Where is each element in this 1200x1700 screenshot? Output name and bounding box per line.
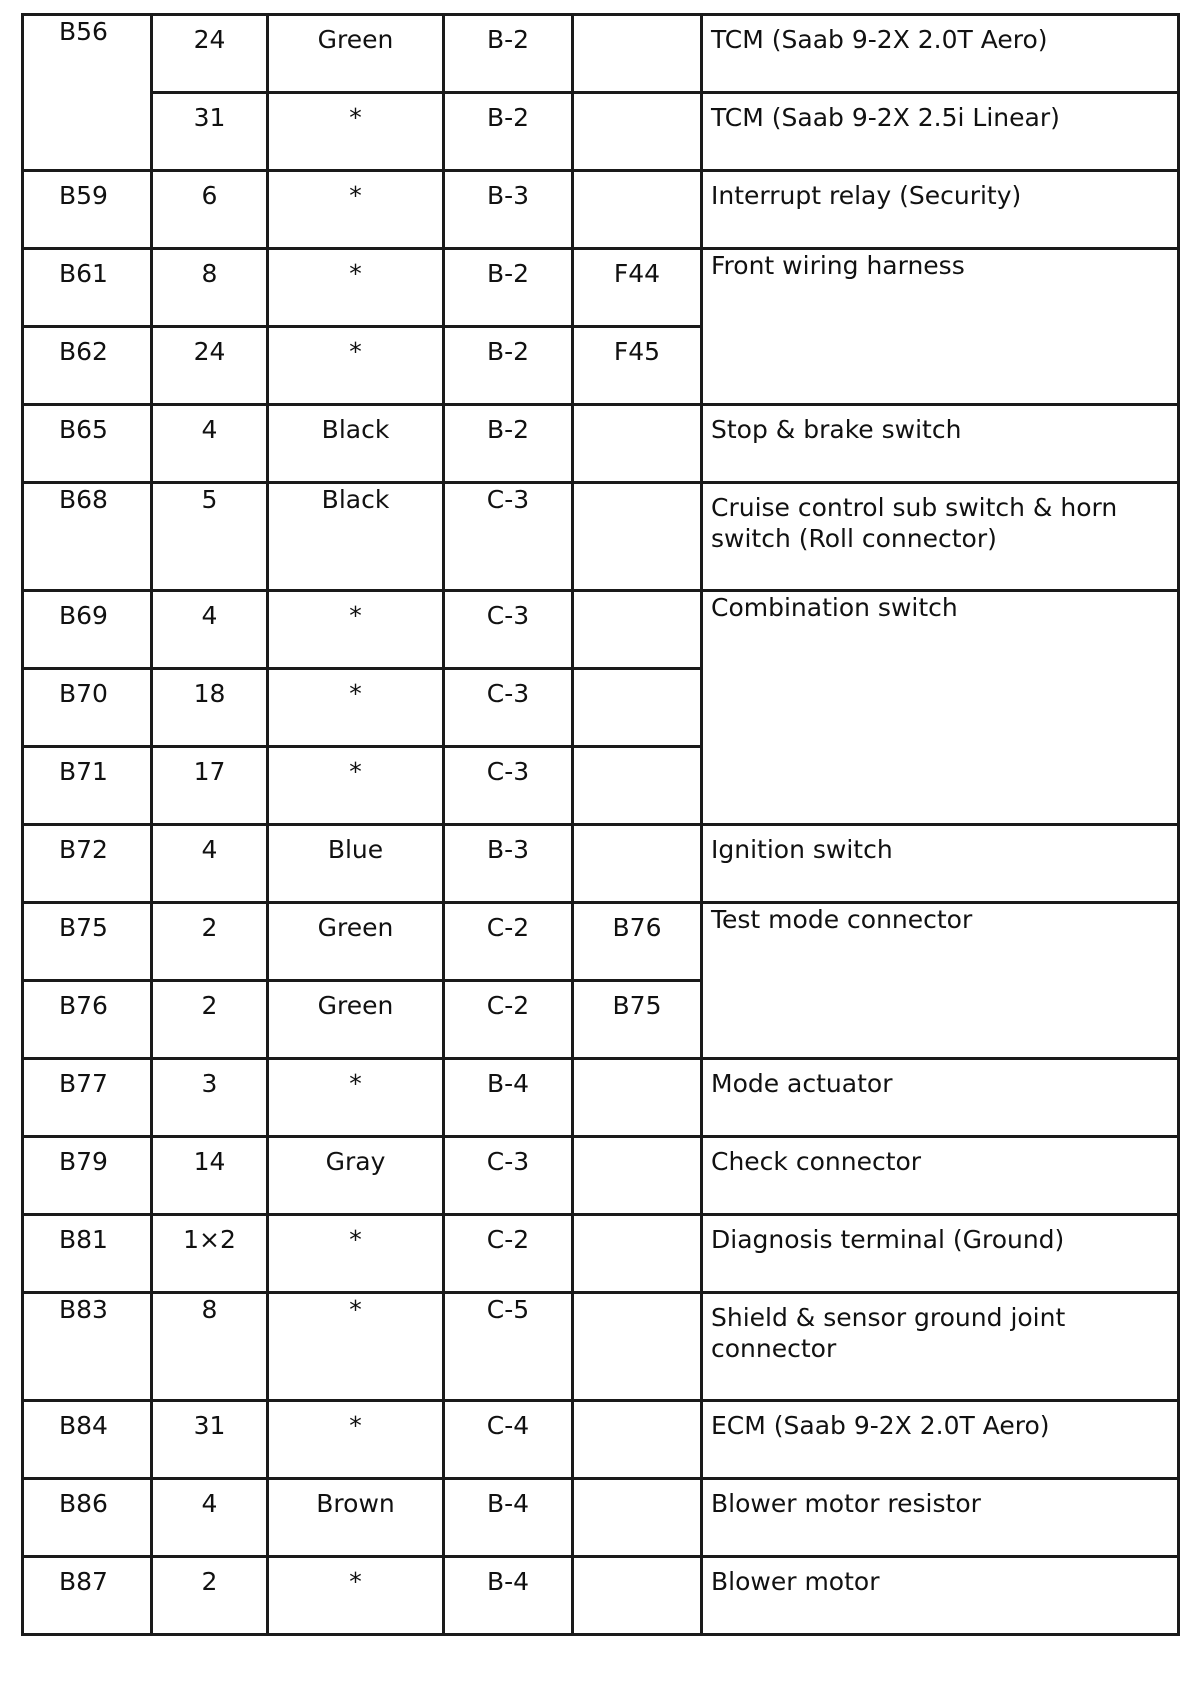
mating-cell (573, 591, 702, 669)
description: Interrupt relay (Security) (711, 181, 1022, 210)
connector-color: Blue (327, 835, 384, 864)
mating-connector: B76 (612, 913, 662, 942)
connector-cell (23, 1479, 152, 1557)
pin-count-cell (152, 1215, 268, 1293)
area-cell (444, 591, 573, 669)
color-cell (268, 1557, 444, 1635)
mating-connector (574, 1060, 700, 1068)
description: Cruise control sub switch & horn switch (Roll connector) (711, 493, 1118, 554)
color-cell (268, 981, 444, 1059)
mating-cell (573, 327, 702, 405)
connector-code: B68 (59, 485, 108, 514)
color-cell (268, 15, 444, 93)
mating-cell (573, 669, 702, 747)
pin-count: 4 (201, 835, 218, 864)
area-cell (444, 1293, 573, 1401)
connector-cell (23, 1293, 152, 1401)
mating-cell (573, 1557, 702, 1635)
pin-count-cell (152, 15, 268, 93)
connector-code: B86 (59, 1489, 108, 1518)
description: TCM (Saab 9-2X 2.0T Aero) (711, 25, 1048, 54)
area-ref: C-2 (486, 913, 530, 942)
mating-connector (574, 1138, 700, 1146)
description: Stop & brake switch (711, 415, 962, 444)
connector-code: B70 (59, 679, 108, 708)
description: ECM (Saab 9-2X 2.0T Aero) (711, 1411, 1050, 1440)
area-ref: B-3 (486, 181, 530, 210)
description-cell (702, 1401, 1179, 1479)
connector-color: Black (321, 485, 390, 514)
description-cell (702, 1293, 1179, 1401)
mating-cell (573, 249, 702, 327)
connector-table (21, 13, 1180, 1636)
pin-count: 18 (193, 679, 226, 708)
connector-color: Brown (316, 1489, 395, 1518)
table-row (23, 171, 1179, 249)
pin-count: 1×2 (183, 1225, 236, 1254)
connector-cell (23, 327, 152, 405)
pin-count: 31 (193, 1411, 226, 1440)
description: Shield & sensor ground joint connector (711, 1303, 1066, 1364)
table-row (23, 93, 1179, 171)
connector-cell (23, 171, 152, 249)
description: Combination switch (711, 593, 958, 622)
connector-color: * (349, 1225, 362, 1254)
connector-code: B65 (59, 415, 108, 444)
mating-cell (573, 1479, 702, 1557)
mating-cell (573, 825, 702, 903)
pin-count-cell (152, 249, 268, 327)
connector-code: B81 (59, 1225, 108, 1254)
pin-count-cell (152, 1479, 268, 1557)
description: Blower motor resistor (711, 1489, 981, 1518)
pin-count: 2 (201, 991, 218, 1020)
pin-count-cell (152, 903, 268, 981)
area-ref: B-2 (486, 103, 530, 132)
pin-count-cell (152, 327, 268, 405)
area-cell (444, 1557, 573, 1635)
pin-count: 4 (201, 1489, 218, 1518)
connector-cell (23, 1137, 152, 1215)
pin-count: 6 (201, 181, 218, 210)
connector-code: B77 (59, 1069, 108, 1098)
pin-count-cell (152, 669, 268, 747)
description-cell (702, 249, 1179, 405)
area-ref: B-2 (486, 259, 530, 288)
pin-count-cell (152, 405, 268, 483)
mating-cell (573, 747, 702, 825)
connector-code: B76 (59, 991, 108, 1020)
pin-count-cell (152, 1059, 268, 1137)
mating-cell (573, 171, 702, 249)
connector-cell (23, 981, 152, 1059)
description-cell (702, 825, 1179, 903)
mating-connector (574, 94, 700, 102)
table-row (23, 1401, 1179, 1479)
description-cell (702, 1137, 1179, 1215)
description-cell (702, 1215, 1179, 1293)
area-ref: C-5 (486, 1295, 530, 1324)
mating-connector (574, 1402, 700, 1410)
mating-cell (573, 1215, 702, 1293)
description-cell (702, 483, 1179, 591)
color-cell (268, 405, 444, 483)
connector-code: B56 (59, 17, 108, 46)
table-row (23, 483, 1179, 591)
mating-cell (573, 1059, 702, 1137)
pin-count: 5 (201, 485, 218, 514)
description-cell (702, 1059, 1179, 1137)
mating-cell (573, 1401, 702, 1479)
area-cell (444, 405, 573, 483)
description-cell (702, 1479, 1179, 1557)
area-cell (444, 483, 573, 591)
mating-connector (574, 592, 700, 600)
area-cell (444, 171, 573, 249)
table-row (23, 15, 1179, 93)
area-ref: C-3 (486, 757, 530, 786)
color-cell (268, 903, 444, 981)
color-cell (268, 825, 444, 903)
color-cell (268, 171, 444, 249)
connector-cell (23, 1557, 152, 1635)
description-cell (702, 591, 1179, 825)
connector-cell (23, 1215, 152, 1293)
color-cell (268, 327, 444, 405)
connector-code: B79 (59, 1147, 108, 1176)
description-cell (702, 1557, 1179, 1635)
description-cell (702, 15, 1179, 93)
connector-cell (23, 405, 152, 483)
area-cell (444, 15, 573, 93)
area-cell (444, 825, 573, 903)
pin-count-cell (152, 1401, 268, 1479)
area-ref: C-3 (486, 1147, 530, 1176)
area-cell (444, 1479, 573, 1557)
mating-connector (574, 172, 700, 180)
connector-code: B71 (59, 757, 108, 786)
area-cell (444, 1059, 573, 1137)
pin-count-cell (152, 747, 268, 825)
color-cell (268, 483, 444, 591)
area-ref: C-2 (486, 1225, 530, 1254)
table-row (23, 1293, 1179, 1401)
area-ref: B-4 (486, 1069, 530, 1098)
connector-code: B83 (59, 1295, 108, 1324)
mating-connector (574, 670, 700, 678)
area-ref: C-2 (486, 991, 530, 1020)
color-cell (268, 1479, 444, 1557)
area-cell (444, 93, 573, 171)
color-cell (268, 747, 444, 825)
connector-color: * (349, 1295, 362, 1324)
pin-count-cell (152, 1557, 268, 1635)
connector-color: * (349, 601, 362, 630)
connector-cell (23, 1059, 152, 1137)
mating-connector: F44 (613, 259, 661, 288)
color-cell (268, 669, 444, 747)
pin-count-cell (152, 171, 268, 249)
pin-count: 8 (201, 1295, 218, 1324)
color-cell (268, 249, 444, 327)
area-ref: B-2 (486, 25, 530, 54)
table-row (23, 903, 1179, 981)
pin-count: 2 (201, 1567, 218, 1596)
pin-count-cell (152, 591, 268, 669)
connector-cell (23, 747, 152, 825)
mating-connector (574, 406, 700, 414)
mating-cell (573, 981, 702, 1059)
connector-code: B62 (59, 337, 108, 366)
area-cell (444, 747, 573, 825)
description: Ignition switch (711, 835, 893, 864)
description-cell (702, 171, 1179, 249)
pin-count-cell (152, 1137, 268, 1215)
area-ref: B-2 (486, 337, 530, 366)
pin-count: 24 (193, 337, 226, 366)
connector-color: * (349, 679, 362, 708)
mating-connector (574, 748, 700, 756)
area-cell (444, 1401, 573, 1479)
mating-connector (574, 826, 700, 834)
connector-code: B59 (59, 181, 108, 210)
pin-count: 14 (193, 1147, 226, 1176)
mating-cell (573, 405, 702, 483)
table-row (23, 1059, 1179, 1137)
connector-code: B87 (59, 1567, 108, 1596)
area-ref: B-3 (486, 835, 530, 864)
description: Test mode connector (711, 905, 973, 934)
color-cell (268, 1401, 444, 1479)
mating-connector (574, 16, 700, 24)
area-cell (444, 1137, 573, 1215)
color-cell (268, 1215, 444, 1293)
table-row (23, 1137, 1179, 1215)
mating-cell (573, 15, 702, 93)
table-row (23, 591, 1179, 669)
connector-code: B84 (59, 1411, 108, 1440)
connector-color: * (349, 1567, 362, 1596)
description: TCM (Saab 9-2X 2.5i Linear) (711, 103, 1060, 132)
connector-code: B61 (59, 259, 108, 288)
pin-count-cell (152, 1293, 268, 1401)
color-cell (268, 1293, 444, 1401)
connector-cell (23, 483, 152, 591)
connector-color: Gray (325, 1147, 386, 1176)
area-ref: C-3 (486, 679, 530, 708)
description-cell (702, 93, 1179, 171)
connector-list-sheet (21, 13, 1180, 1636)
color-cell (268, 93, 444, 171)
pin-count: 2 (201, 913, 218, 942)
connector-color: * (349, 337, 362, 366)
pin-count: 3 (201, 1069, 218, 1098)
mating-cell (573, 483, 702, 591)
table-row (23, 1557, 1179, 1635)
connector-color: * (349, 1069, 362, 1098)
mating-cell (573, 93, 702, 171)
description: Check connector (711, 1147, 922, 1176)
connector-cell (23, 591, 152, 669)
connector-color: Green (317, 991, 394, 1020)
color-cell (268, 591, 444, 669)
area-cell (444, 981, 573, 1059)
connector-color: Black (321, 415, 390, 444)
area-ref: C-3 (486, 485, 530, 514)
area-ref: C-3 (486, 601, 530, 630)
mating-cell (573, 903, 702, 981)
table-row (23, 1479, 1179, 1557)
connector-code: B75 (59, 913, 108, 942)
connector-color: * (349, 259, 362, 288)
pin-count: 31 (193, 103, 226, 132)
mating-cell (573, 1137, 702, 1215)
description: Mode actuator (711, 1069, 893, 1098)
color-cell (268, 1137, 444, 1215)
mating-connector (574, 1558, 700, 1566)
connector-cell (23, 249, 152, 327)
table-row (23, 249, 1179, 327)
description-cell (702, 903, 1179, 1059)
area-cell (444, 327, 573, 405)
area-ref: B-2 (486, 415, 530, 444)
area-ref: C-4 (486, 1411, 530, 1440)
area-cell (444, 1215, 573, 1293)
mating-connector (574, 1216, 700, 1224)
connector-cell (23, 903, 152, 981)
connector-cell (23, 669, 152, 747)
description-cell (702, 405, 1179, 483)
description: Front wiring harness (711, 251, 965, 280)
description: Blower motor (711, 1567, 880, 1596)
connector-code: B72 (59, 835, 108, 864)
area-cell (444, 249, 573, 327)
pin-count-cell (152, 483, 268, 591)
mating-connector: F45 (613, 337, 661, 366)
table-row (23, 1215, 1179, 1293)
table-row (23, 825, 1179, 903)
connector-color: Green (317, 25, 394, 54)
area-ref: B-4 (486, 1567, 530, 1596)
area-cell (444, 903, 573, 981)
pin-count: 17 (193, 757, 226, 786)
connector-color: * (349, 757, 362, 786)
connector-code: B69 (59, 601, 108, 630)
pin-count-cell (152, 825, 268, 903)
mating-connector (574, 1480, 700, 1488)
connector-color: Green (317, 913, 394, 942)
pin-count-cell (152, 93, 268, 171)
connector-cell (23, 15, 152, 171)
pin-count: 8 (201, 259, 218, 288)
connector-color: * (349, 181, 362, 210)
connector-cell (23, 825, 152, 903)
connector-color: * (349, 103, 362, 132)
connector-cell (23, 1401, 152, 1479)
pin-count: 4 (201, 601, 218, 630)
mating-connector: B75 (612, 991, 662, 1020)
color-cell (268, 1059, 444, 1137)
connector-color: * (349, 1411, 362, 1440)
description: Diagnosis terminal (Ground) (711, 1225, 1065, 1254)
area-ref: B-4 (486, 1489, 530, 1518)
pin-count: 4 (201, 415, 218, 444)
pin-count: 24 (193, 25, 226, 54)
mating-cell (573, 1293, 702, 1401)
pin-count-cell (152, 981, 268, 1059)
area-cell (444, 669, 573, 747)
table-row (23, 405, 1179, 483)
